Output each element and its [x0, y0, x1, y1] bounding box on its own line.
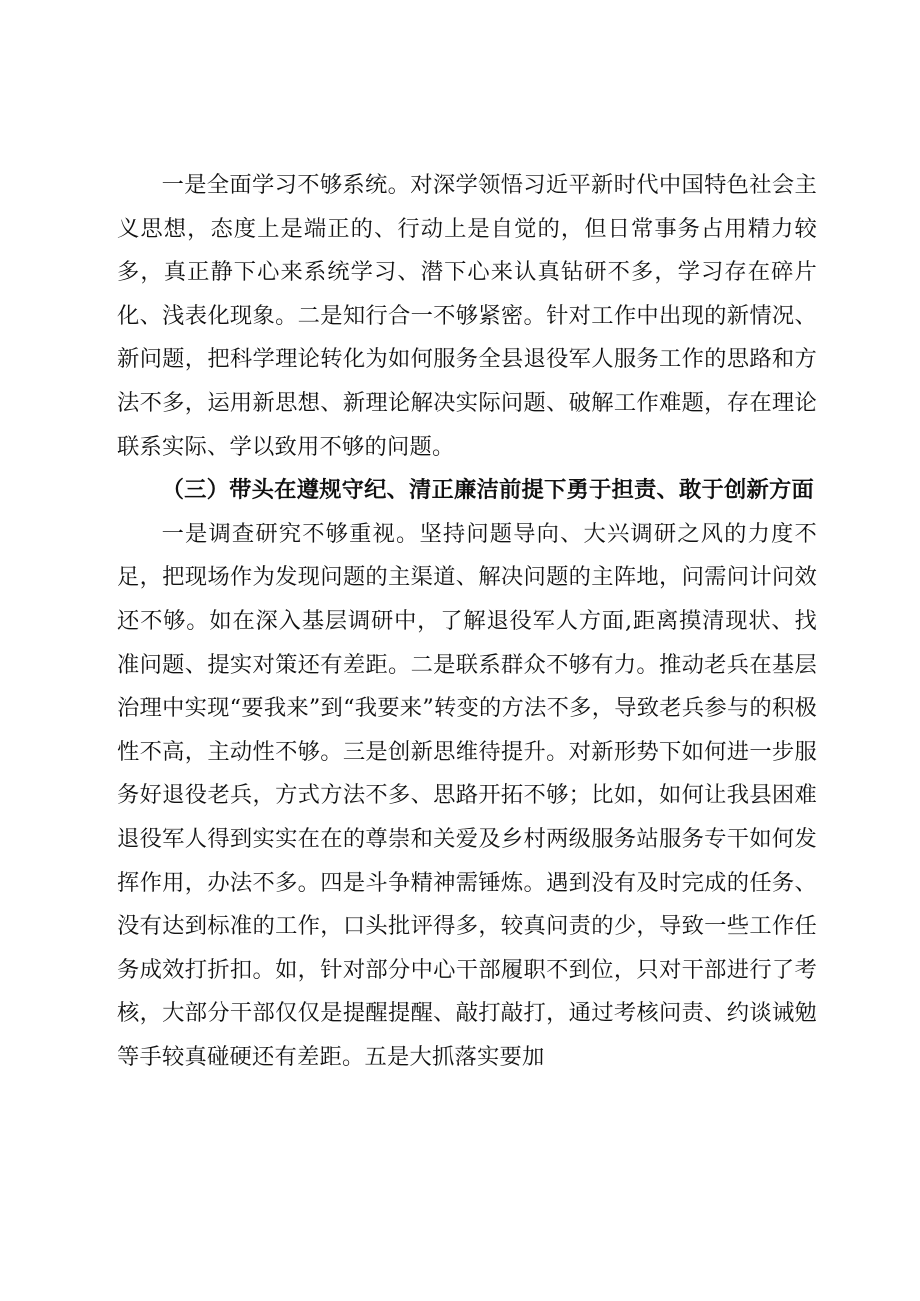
- document-body: [117, 164, 817, 1079]
- paragraph-study-issues: 一是全面学习不够系统。对深学领悟习近平新时代中国特色社会主义思想，态度上是端正的、行动上是自觉的，但日常事务占用精力较多，真正静下心来系统学习、潜下心来认真钻研不多，学习存在碎片化、浅表化现象。二是知行合一不够紧密。针对工作中出现的新情况、新问题，把科学理论转化为如何服务全县退役军人服务工作的思路和方法不多，运用新思想、新理论解决实际问题、破解工作难题，存在理论联系实际、学以致用不够的问题。: [117, 172, 817, 460]
- section-heading-3: （三）带头在遵规守纪、清正廉洁前提下勇于担责、敢于创新方面: [161, 477, 815, 504]
- paragraph-research-issues: 一是调查研究不够重视。坚持问题导向、大兴调研之风的力度不足，把现场作为发现问题的主渠道、解决问题的主阵地，问需问计问效还不够。如在深入基层调研中，了解退役军人方面,距离摸清现状、找准问题、提实对策还有差距。二是联系群众不够有力。推动老兵在基层治理中实现“要我来”到“我要来”转变的方法不多，导致老兵参与的积极性不高，主动性不够。三是创新思维待提升。对新形势下如何进一步服务好退役老兵，方式方法不多、思路开拓不够；比如，如何让我县困难退役军人得到实实在在的尊崇和关爱及乡村两级服务站服务专干如何发挥作用，办法不多。四是斗争精神需锤炼。遇到没有及时完成的任务、没有达到标准的工作，口头批评得多，较真问责的少，导致一些工作任务成效打折扣。如，针对部分中心干部履职不到位，只对干部进行了考核，大部分干部仅仅是提醒提醒、敲打敲打，通过考核问责、约谈诫勉等手较真碰硬还有差距。五是大抓落实要加: [117, 520, 817, 1070]
